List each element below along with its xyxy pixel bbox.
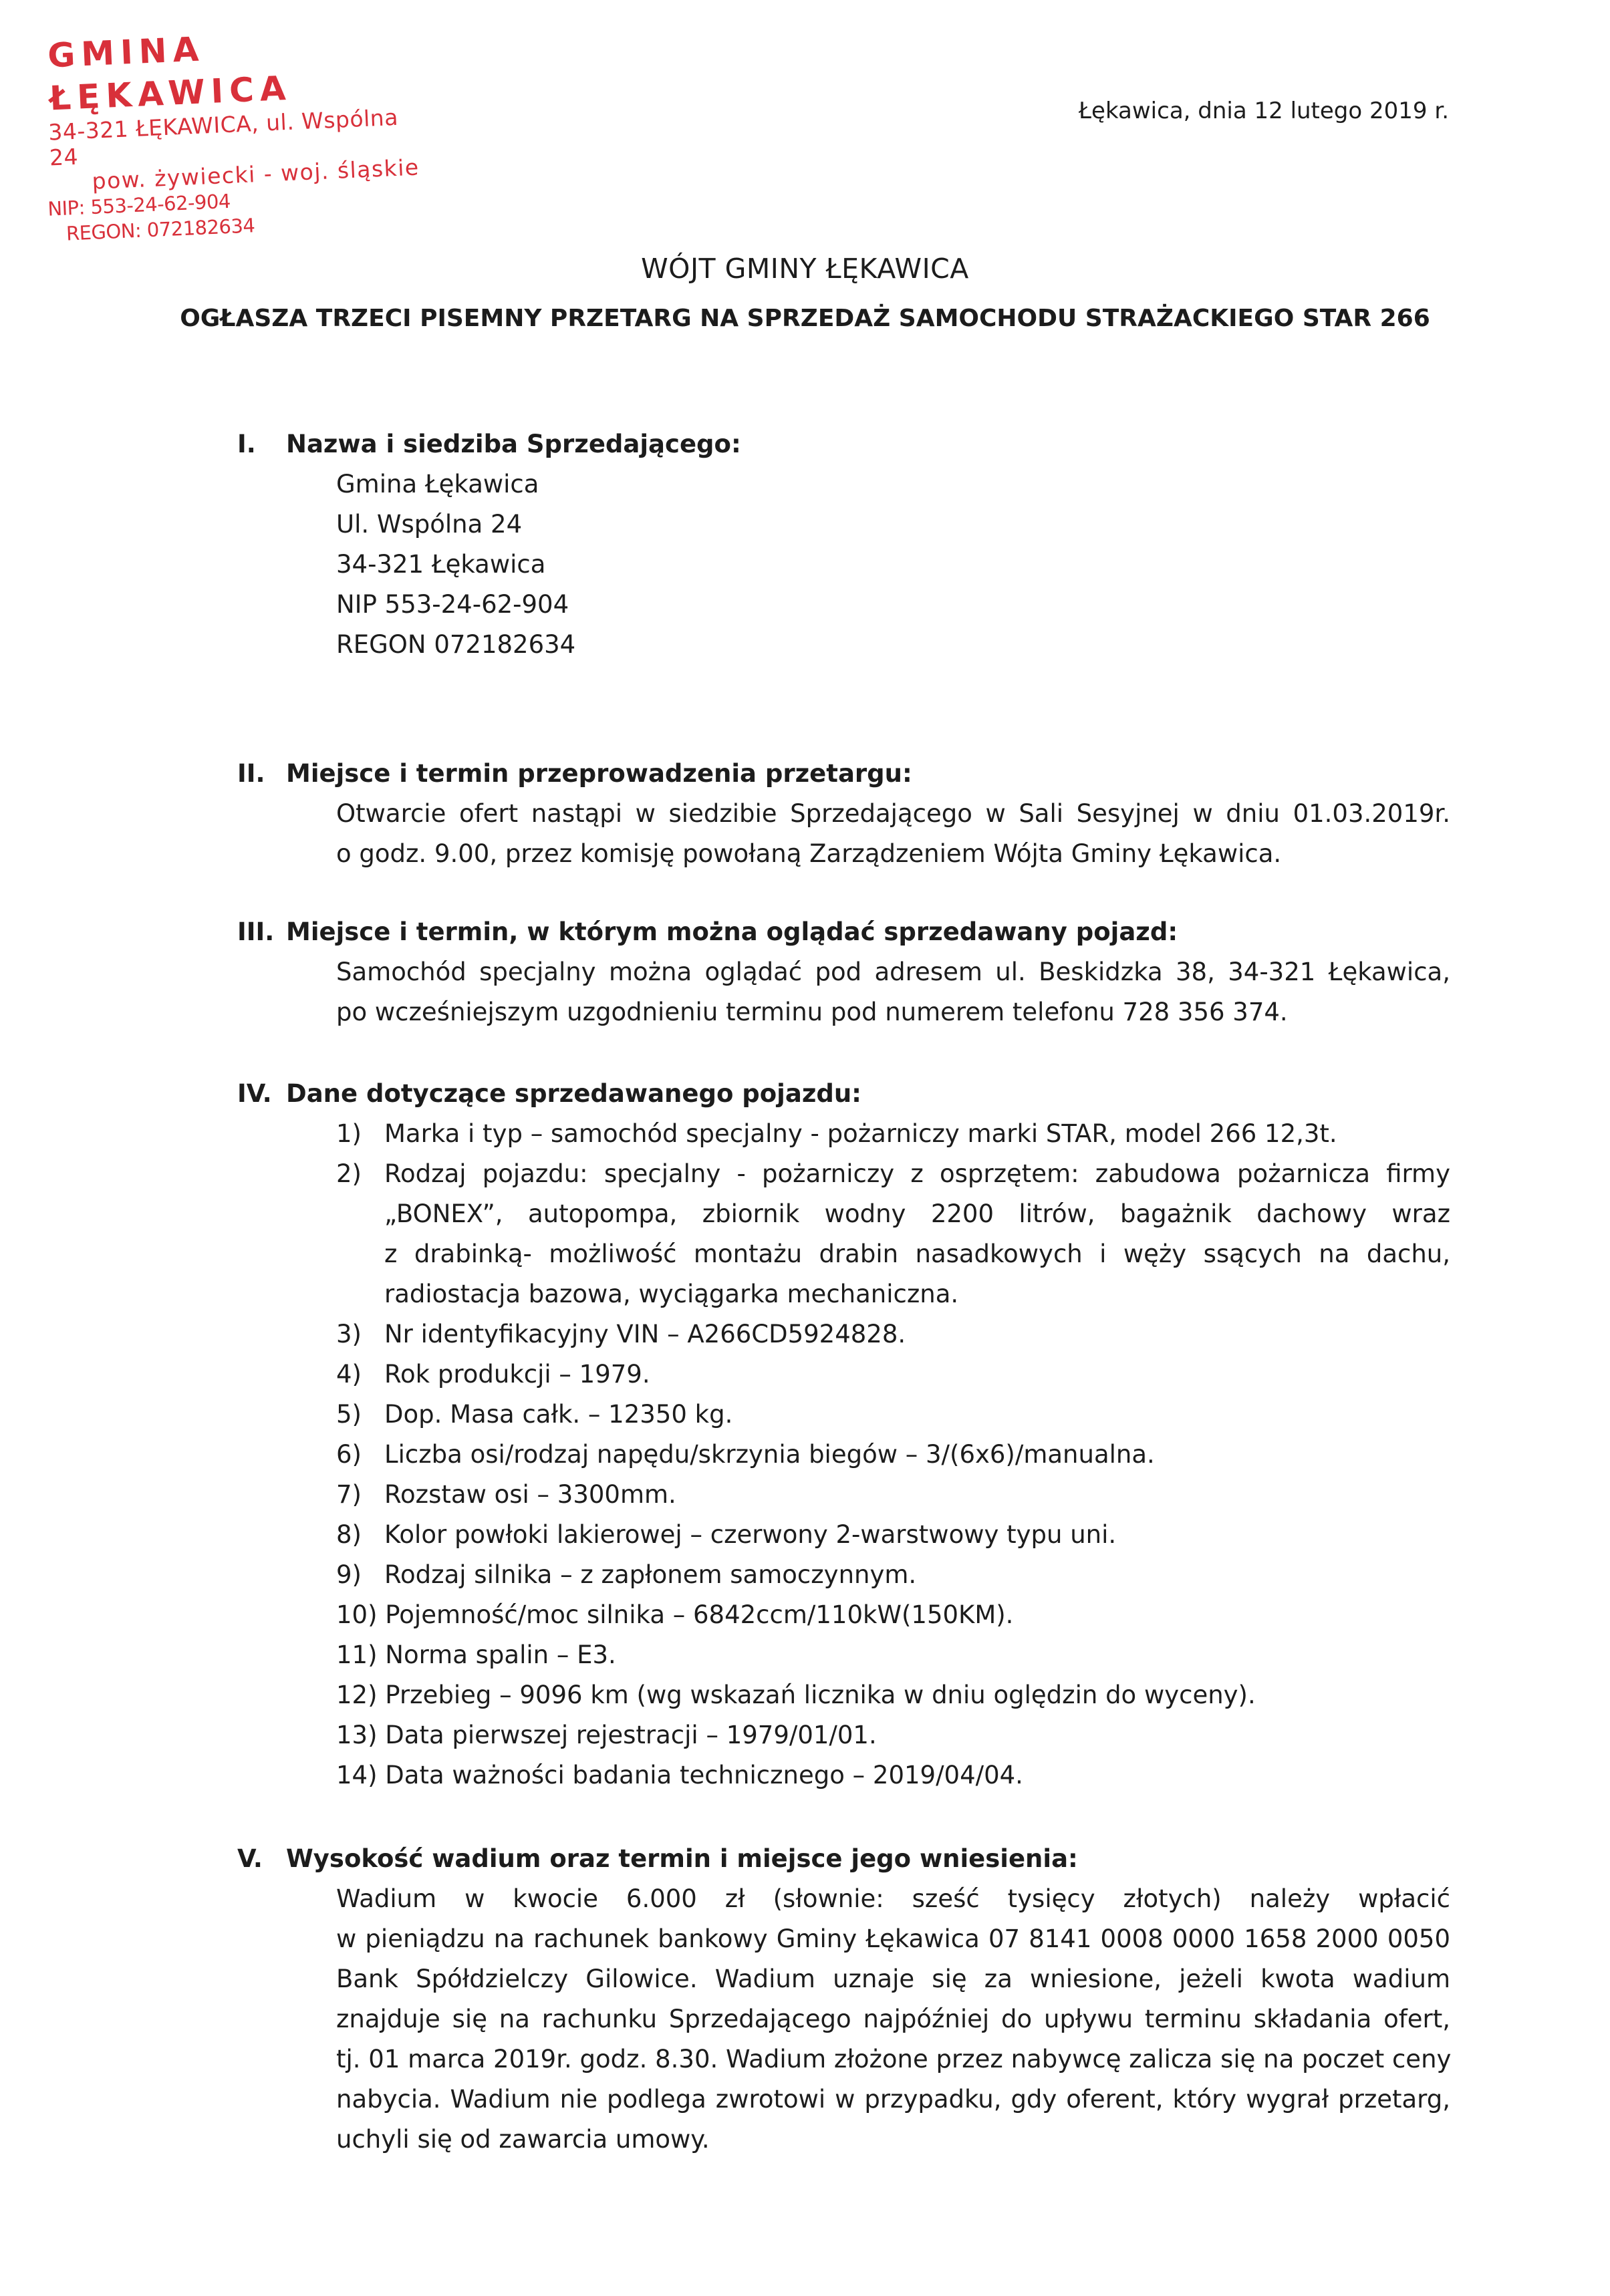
paragraph-line: po wcześniejszym uzgodnieniu terminu pod numerem telefonu 728 356 374. xyxy=(336,998,1288,1026)
list-item-text: Rozstaw osi – 3300mm. xyxy=(384,1480,676,1509)
list-item-number: 7) xyxy=(336,1480,362,1509)
list-item xyxy=(336,1635,1450,1675)
section-title: Dane dotyczące sprzedawanego pojazdu: xyxy=(286,1079,861,1108)
list-item xyxy=(336,1755,1450,1796)
stamp-regon: REGON: 072182634 xyxy=(65,214,256,245)
section-body xyxy=(336,794,1450,874)
seller-regon: REGON 072182634 xyxy=(336,630,576,659)
section-number: I. xyxy=(237,430,256,458)
list-item-text: Pojemność/moc silnika – 6842ccm/110kW(150KM). xyxy=(385,1600,1014,1629)
paragraph-line: Samochód specjalny można oglądać pod adresem ul. Beskidzka 38, 34-321 Łękawica, xyxy=(336,958,1450,986)
list-item-line: „BONEX”, autopompa, zbiornik wodny 2200 litrów, bagażnik dachowy wraz xyxy=(384,1199,1450,1228)
section-body xyxy=(336,1879,1450,2160)
list-item xyxy=(336,1395,1450,1435)
stamp-title: GMINA ŁĘKAWICA xyxy=(47,29,293,118)
list-item-number: 6) xyxy=(336,1440,362,1469)
list-item-number: 3) xyxy=(336,1320,362,1348)
vehicle-data-list xyxy=(336,1114,1450,1796)
list-item-number: 11) xyxy=(336,1640,378,1669)
section-deposit xyxy=(237,1839,1450,2160)
paragraph-line: Wadium w kwocie 6.000 zł (słownie: sześć tysięcy złotych) należy wpłacić xyxy=(336,1884,1450,1913)
paragraph-line: tj. 01 marca 2019r. godz. 8.30. Wadium złożone przez nabywcę zalicza się na poczet ceny xyxy=(336,2045,1452,2073)
list-item-text: Marka i typ – samochód specjalny - pożarniczy marki STAR, model 266 12,3t. xyxy=(384,1119,1337,1148)
list-item-number: 2) xyxy=(336,1159,362,1188)
section-heading xyxy=(237,1074,1450,1114)
list-item xyxy=(336,1354,1450,1395)
list-item-text: Dop. Masa całk. – 12350 kg. xyxy=(384,1400,733,1429)
list-item-text: Rodzaj silnika – z zapłonem samoczynnym. xyxy=(384,1560,917,1589)
paragraph-line: nabycia. Wadium nie podlega zwrotowi w przypadku, gdy oferent, który wygrał przetarg, xyxy=(336,2085,1450,2114)
list-item xyxy=(336,1154,1450,1314)
seller-street: Ul. Wspólna 24 xyxy=(336,510,523,539)
section-vehicle-viewing xyxy=(237,912,1450,1032)
section-body xyxy=(336,952,1450,1032)
list-item xyxy=(336,1715,1450,1755)
section-number: IV. xyxy=(237,1079,272,1108)
list-item-text: Przebieg – 9096 km (wg wskazań licznika w dniu oględzin do wyceny). xyxy=(385,1681,1256,1709)
section-heading xyxy=(237,1839,1450,1879)
list-item xyxy=(336,1435,1450,1475)
list-item-number: 1) xyxy=(336,1119,362,1148)
list-item xyxy=(336,1314,1450,1354)
list-item-text: Kolor powłoki lakierowej – czerwony 2-warstwowy typu uni. xyxy=(384,1520,1117,1549)
section-number: II. xyxy=(237,759,265,788)
section-body xyxy=(336,464,1450,665)
document-subtitle: OGŁASZA TRZECI PISEMNY PRZETARG NA SPRZEDAŻ SAMOCHODU STRAŻACKIEGO STAR 266 xyxy=(180,305,1430,332)
paragraph-line: o godz. 9.00, przez komisję powołaną Zarządzeniem Wójta Gminy Łękawica. xyxy=(336,839,1282,868)
list-item-text: Liczba osi/rodzaj napędu/skrzynia biegów – 3/(6x6)/manualna. xyxy=(384,1440,1155,1469)
section-vehicle-data xyxy=(237,1074,1450,1796)
list-item-number: 8) xyxy=(336,1520,362,1549)
list-item xyxy=(336,1595,1450,1635)
list-item-line: radiostacja bazowa, wyciągarka mechaniczna. xyxy=(384,1280,959,1308)
section-heading xyxy=(237,424,1450,464)
list-item-text: Data ważności badania technicznego – 2019/04/04. xyxy=(385,1761,1023,1789)
list-item xyxy=(336,1475,1450,1515)
list-item xyxy=(336,1114,1450,1154)
list-item-number: 5) xyxy=(336,1400,362,1429)
list-item-number: 12) xyxy=(336,1681,378,1709)
seller-city: 34-321 Łękawica xyxy=(336,550,546,579)
section-title: Wysokość wadium oraz termin i miejsce jego wniesienia: xyxy=(286,1844,1078,1873)
list-item-text: Data pierwszej rejestracji – 1979/01/01. xyxy=(385,1721,877,1749)
paragraph-line: znajduje się na rachunku Sprzedającego najpóźniej do upływu terminu składania ofert, xyxy=(336,2005,1450,2033)
list-item-text: Norma spalin – E3. xyxy=(385,1640,616,1669)
list-item-text xyxy=(384,1154,1450,1314)
document-title: WÓJT GMINY ŁĘKAWICA xyxy=(641,253,969,285)
list-item-text: Rok produkcji – 1979. xyxy=(384,1360,650,1389)
section-heading xyxy=(237,754,1450,794)
list-item xyxy=(336,1675,1450,1715)
seller-name: Gmina Łękawica xyxy=(336,470,539,498)
section-number: III. xyxy=(237,917,275,946)
list-item-number: 4) xyxy=(336,1360,362,1389)
list-item-line: z drabinką- możliwość montażu drabin nasadkowych i węży ssących na dachu, xyxy=(384,1240,1450,1268)
section-title: Miejsce i termin przeprowadzenia przetargu: xyxy=(286,759,912,788)
stamp-nip: NIP: 553-24-62-904 xyxy=(47,189,231,221)
office-stamp xyxy=(40,19,423,247)
section-title: Miejsce i termin, w którym można oglądać sprzedawany pojazd: xyxy=(286,917,1178,946)
seller-nip: NIP 553-24-62-904 xyxy=(336,590,569,619)
paragraph-line: w pieniądzu na rachunek bankowy Gminy Łękawica 07 8141 0008 0000 1658 2000 0050 xyxy=(336,1924,1450,1953)
section-title: Nazwa i siedziba Sprzedającego: xyxy=(286,430,741,458)
stamp-address: 34-321 ŁĘKAWICA, ul. Wspólna 24 xyxy=(47,104,399,171)
list-item-number: 14) xyxy=(336,1761,378,1789)
paragraph-line: Bank Spółdzielczy Gilowice. Wadium uznaje się za wniesione, jeżeli kwota wadium xyxy=(336,1965,1450,1993)
list-item-number: 10) xyxy=(336,1600,378,1629)
list-item-number: 13) xyxy=(336,1721,378,1749)
section-seller xyxy=(237,424,1450,665)
section-number: V. xyxy=(237,1844,263,1873)
list-item-number: 9) xyxy=(336,1560,362,1589)
paragraph-line: uchyli się od zawarcia umowy. xyxy=(336,2125,710,2154)
document-date: Łękawica, dnia 12 lutego 2019 r. xyxy=(1078,98,1449,124)
section-tender-place xyxy=(237,754,1450,874)
section-heading xyxy=(237,912,1450,952)
list-item-line: Rodzaj pojazdu: specjalny - pożarniczy z osprzętem: zabudowa pożarnicza firmy xyxy=(384,1159,1450,1188)
paragraph-line: Otwarcie ofert nastąpi w siedzibie Sprzedającego w Sali Sesyjnej w dniu 01.03.2019r. xyxy=(336,799,1450,828)
list-item xyxy=(336,1515,1450,1555)
list-item-text: Nr identyfikacyjny VIN – A266CD5924828. xyxy=(384,1320,906,1348)
list-item xyxy=(336,1555,1450,1595)
stamp-district: pow. żywiecki - woj. śląskie xyxy=(91,154,420,194)
